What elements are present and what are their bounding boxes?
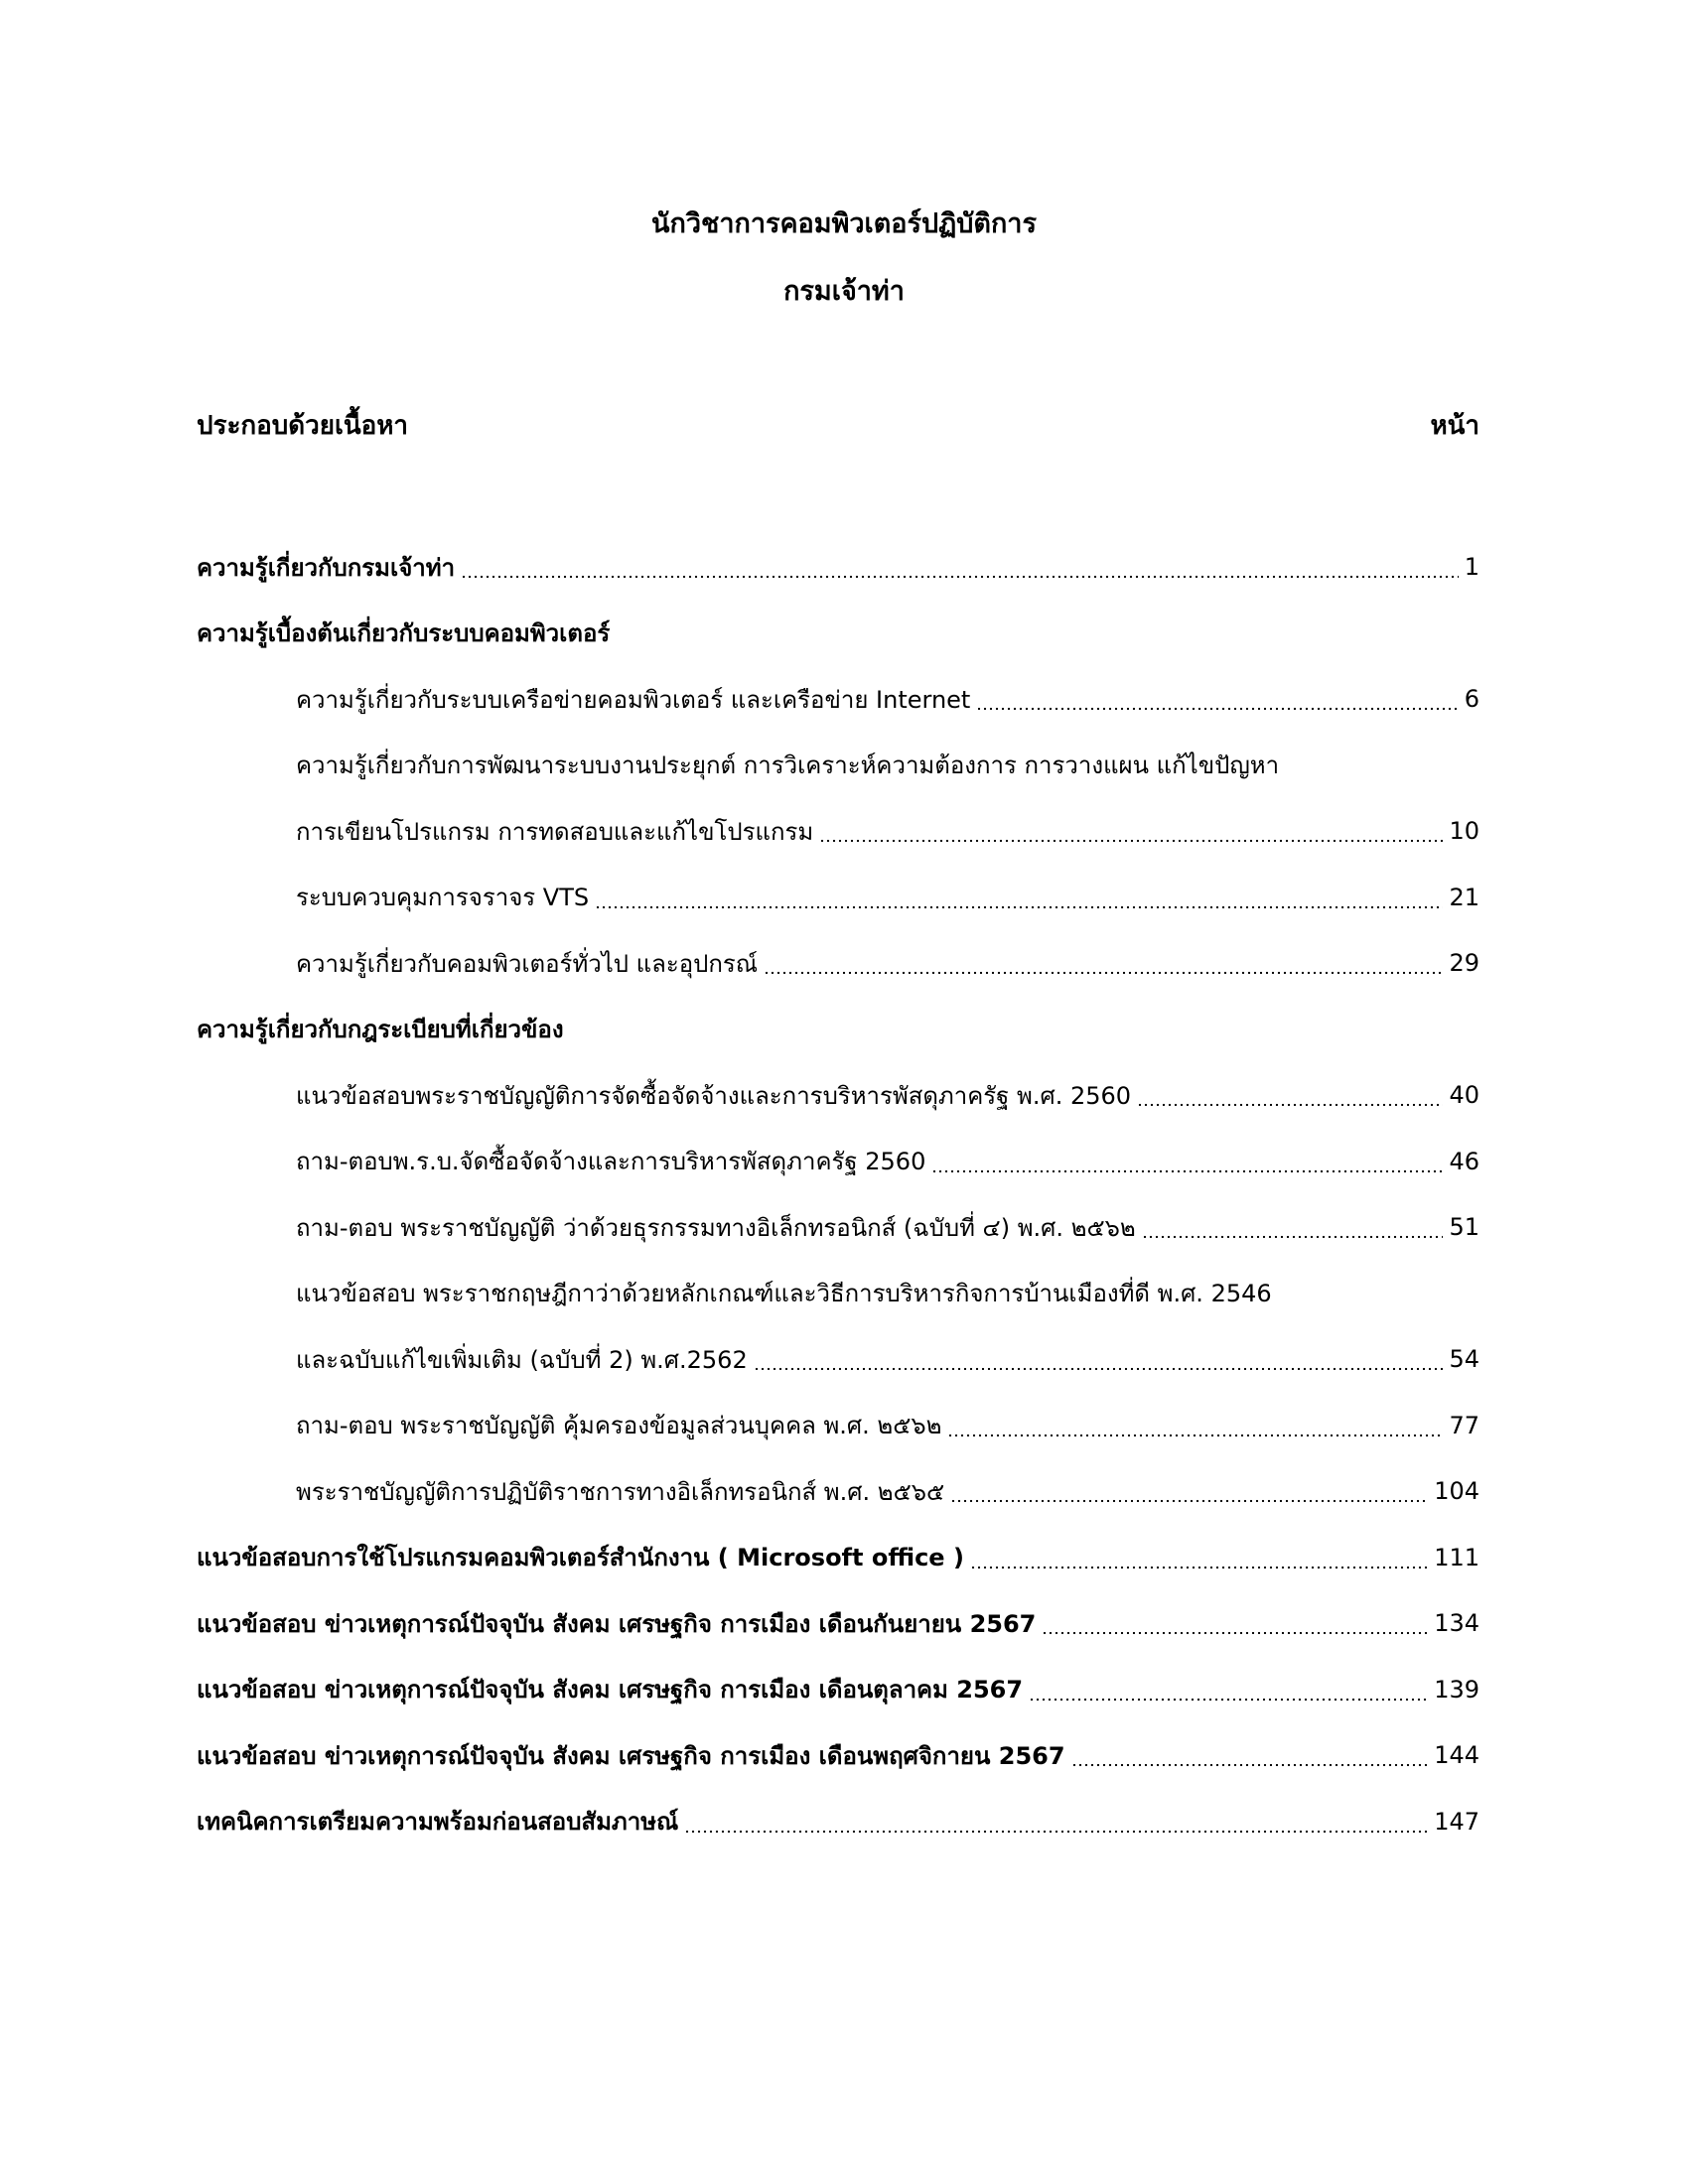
dot-leader [931,1169,1443,1173]
dot-leader [976,707,1458,711]
toc-entry-text: พระราชบัญญัติการปฏิบัติราชการทางอิเล็กทรอนิกส์ พ.ศ. ๒๕๖๕ [296,1472,946,1511]
toc-entry-page: 144 [1434,1741,1479,1770]
toc-entry [197,1129,1479,1195]
toc-entry-page: 10 [1449,817,1479,846]
toc-entry-page: 1 [1464,553,1479,582]
toc-entry-text: ถาม-ตอบ พระราชบัญญัติ ว่าด้วยธุรกรรมทางอิเล็กทรอนิกส์ (ฉบับที่ ๔) พ.ศ. ๒๕๖๒ [296,1208,1138,1247]
dot-leader [684,1830,1428,1834]
toc-entry-text: แนวข้อสอบ ข่าวเหตุการณ์ปัจจุบัน สังคม เศรษฐกิจ การเมือง เดือนกันยายน 2567 [197,1604,1038,1643]
toc-entry-text: และฉบับแก้ไขเพิ่มเติม (ฉบับที่ 2) พ.ศ.2562 [296,1340,750,1379]
toc-entry [197,1062,1479,1129]
dot-leader [1137,1103,1443,1107]
toc-section-heading [197,997,1479,1063]
toc-entry-text: แนวข้อสอบ ข่าวเหตุการณ์ปัจจุบัน สังคม เศรษฐกิจ การเมือง เดือนตุลาคม 2567 [197,1670,1025,1708]
toc-entry-text: ถาม-ตอบพ.ร.บ.จัดซื้อจัดจ้างและการบริหารพัสดุภาครัฐ 2560 [296,1142,927,1180]
dot-leader [950,1499,1428,1503]
toc-entry-page: 104 [1434,1477,1479,1506]
toc-entry [197,1590,1479,1657]
toc-entry [197,1458,1479,1525]
toc-entry-page: 111 [1434,1543,1479,1571]
toc-entry-page: 134 [1434,1609,1479,1638]
toc-entry-text: ระบบควบคุมการจราจร VTS [296,878,591,916]
toc-entry-text: ความรู้เกี่ยวกับคอมพิวเตอร์ทั่วไป และอุปกรณ์ [296,944,760,983]
toc-entry [197,1261,1479,1327]
dot-leader [970,1566,1428,1570]
toc-entry [197,733,1479,799]
dot-leader [754,1367,1444,1371]
toc-entry-text: แนวข้อสอบ ข่าวเหตุการณ์ปัจจุบัน สังคม เศรษฐกิจ การเมือง เดือนพฤศจิกายน 2567 [197,1736,1067,1775]
table-of-contents [197,534,1479,1854]
toc-entry-page: 40 [1449,1081,1479,1110]
toc-entry-page: 147 [1434,1807,1479,1836]
dot-leader [461,575,1459,579]
toc-entry [197,534,1479,601]
toc-entry [197,865,1479,931]
toc-entry-page: 51 [1449,1213,1479,1242]
toc-entry [197,1722,1479,1789]
dot-leader [595,905,1443,909]
toc-entry-page: 77 [1449,1411,1479,1439]
toc-entry-text: ความรู้เกี่ยวกับกฎระเบียบที่เกี่ยวข้อง [197,1010,564,1048]
toc-entry-text: แนวข้อสอบการใช้โปรแกรมคอมพิวเตอร์สำนักงาน ( Microsoft office ) [197,1538,966,1576]
toc-entry [197,1525,1479,1591]
toc-entry [197,1657,1479,1723]
toc-header [197,405,1479,445]
dot-leader [764,971,1443,975]
dot-leader [1142,1235,1444,1239]
toc-entry-page: 139 [1434,1675,1479,1704]
toc-entry [197,1326,1479,1393]
toc-contents-label: ประกอบด้วยเนื้อหา [197,410,409,441]
toc-entry-page: 54 [1449,1345,1479,1374]
toc-entry-page: 21 [1449,883,1479,911]
toc-entry-text: แนวข้อสอบ พระราชกฤษฎีกาว่าด้วยหลักเกณฑ์และวิธีการบริหารกิจการบ้านเมืองที่ดี พ.ศ. 2546 [296,1274,1272,1312]
toc-section-heading [197,601,1479,667]
toc-entry-text: ถาม-ตอบ พระราชบัญญัติ คุ้มครองข้อมูลส่วนบุคคล พ.ศ. ๒๕๖๒ [296,1406,943,1444]
toc-entry-text: เทคนิคการเตรียมความพร้อมก่อนสอบสัมภาษณ์ [197,1802,680,1841]
document-subtitle: กรมเจ้าท่า [783,276,905,307]
toc-entry [197,666,1479,733]
dot-leader [947,1433,1443,1437]
toc-page-label: หน้า [1430,410,1479,441]
toc-entry-text: ความรู้เกี่ยวกับกรมเจ้าท่า [197,548,457,587]
toc-entry-page: 6 [1464,685,1479,714]
dot-leader [1029,1698,1428,1702]
toc-entry-page: 29 [1449,949,1479,978]
toc-entry-text: ความรู้เกี่ยวกับการพัฒนาระบบงานประยุกต์ การวิเคราะห์ความต้องการ การวางแผน แก้ไขปัญหา [296,746,1279,784]
toc-entry-text: การเขียนโปรแกรม การทดสอบและแก้ไขโปรแกรม [296,812,815,851]
toc-entry [197,1789,1479,1855]
toc-entry [197,1393,1479,1459]
document-title: นักวิชาการคอมพิวเตอร์ปฏิบัติการ [651,208,1037,239]
toc-entry-page: 46 [1449,1147,1479,1175]
toc-entry-text: ความรู้เบื้องต้นเกี่ยวกับระบบคอมพิวเตอร์ [197,614,610,652]
toc-entry-text: แนวข้อสอบพระราชบัญญัติการจัดซื้อจัดจ้างและการบริหารพัสดุภาครัฐ พ.ศ. 2560 [296,1076,1133,1115]
dot-leader [819,839,1443,843]
toc-entry [197,798,1479,865]
toc-entry [197,1194,1479,1261]
dot-leader [1042,1631,1428,1635]
toc-entry-text: ความรู้เกี่ยวกับระบบเครือข่ายคอมพิวเตอร์ และเครือข่าย Internet [296,680,972,719]
dot-leader [1071,1763,1429,1767]
toc-entry [197,930,1479,997]
